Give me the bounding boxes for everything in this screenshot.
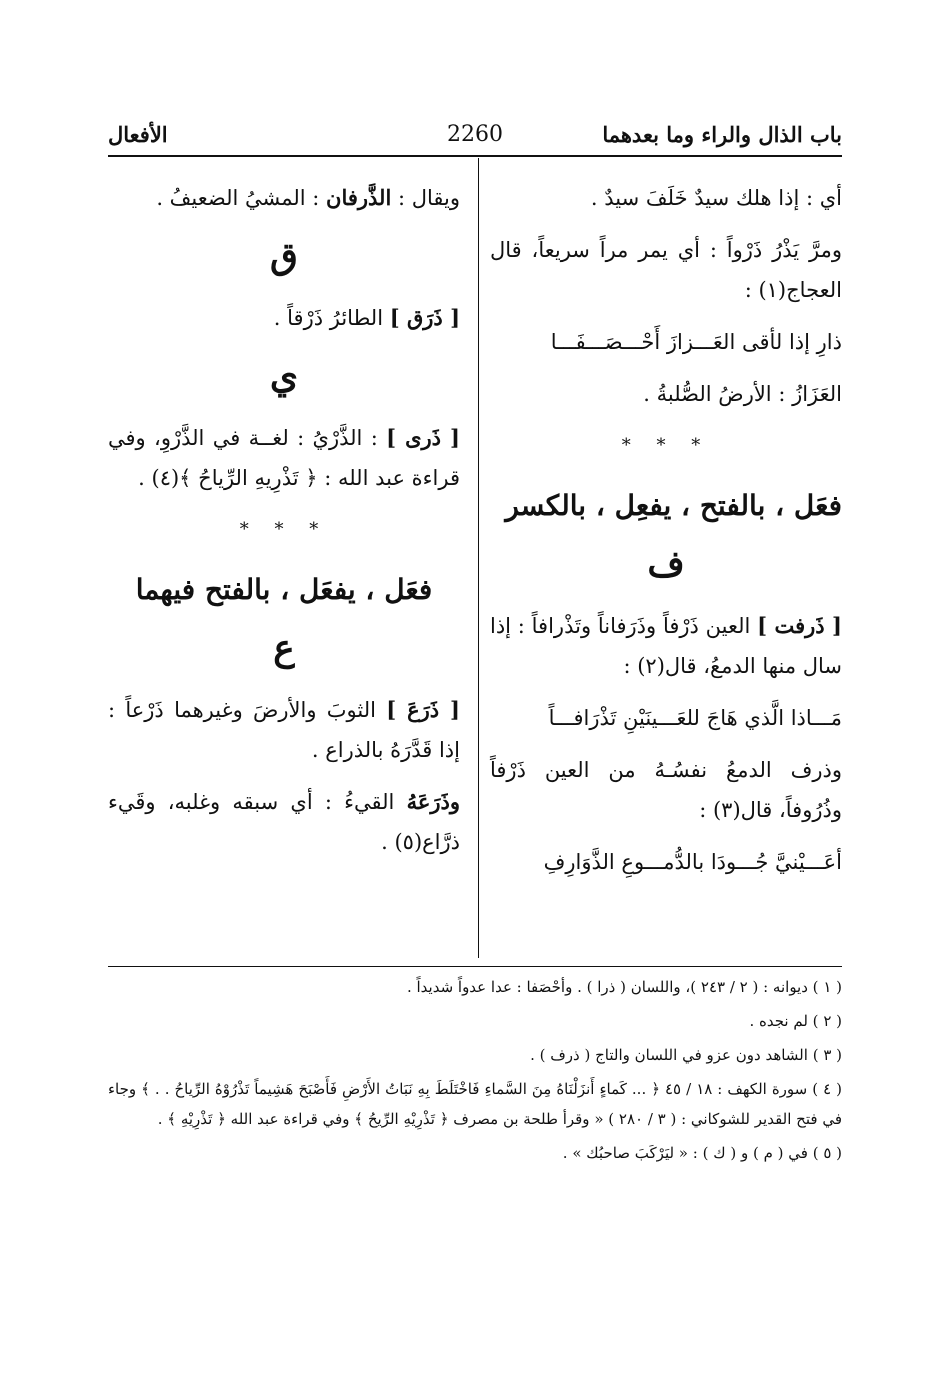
entry-text xyxy=(108,690,460,770)
poetry-verse: مَـــاذا الَّذي هَاجَ للعَـــينَيْنِ تَذْرَافـــاً xyxy=(548,706,842,730)
entry-text: ومرَّ يَذْرُ ذَرْواً : أي يمر مراً سريعاً، قال العجاج(١) : xyxy=(490,238,842,302)
running-header xyxy=(108,118,842,158)
section-title: الأفعال xyxy=(108,122,168,147)
page-number: 2260 xyxy=(447,122,503,147)
entry-text xyxy=(490,606,842,686)
letter-heading: ع xyxy=(273,627,295,669)
entry-text xyxy=(108,298,460,338)
section-separator: * * * xyxy=(239,519,329,540)
definition: الطائرُ ذَرْقاً . xyxy=(273,306,390,330)
entry-text xyxy=(108,418,460,498)
footnote: ( ٤ ) سورة الكهف : ١٨ / ٤٥ ﴿ ... كَماءٍ أَنزَلْنَاهُ مِنَ السَّماءِ فَاخْتَلَطَ بِهِ نَبَاتُ الأَرْضِ فَأَصْبَحَ هَشِيماً تَذْرُوْهُ الرِّياحُ . . ﴾ وجاء في فتح القدير للشوكاني : ( ٣ / ٢٨٠ ) « وقرأ طلحة بن مصرف ﴿ تَذْرِيْهِ الرِّيحُ ﴾ وفي قراءة عبد الله ﴿ تَذْرِيْهِ ﴾ . xyxy=(108,1080,843,1128)
headword: [ ذَرَعَ ] xyxy=(386,697,460,722)
column-divider xyxy=(478,158,479,958)
poetry-verse: ذارِ إذا لأقى العَـــزازَ أَحْـــصَـــفَـــا xyxy=(550,330,842,354)
definition: : الذَّرْيُ : لغــة في الذَّرْوِ، وفي قراءة عبد الله : ﴿ تَذْرِيهِ الرِّياحُ ﴾(٤) . xyxy=(108,426,460,490)
definition: العين ذَرْفاً وذَرَفاناً وتَذْرافاً : إذا سال منها الدمعُ، قال(٢) : xyxy=(490,614,842,678)
headword: وذَرَعَهُ xyxy=(406,789,460,814)
entry-text: العَزَازُ : الأرضُ الصُّلبةُ . xyxy=(643,382,842,406)
headword: الذَّرفان xyxy=(326,185,392,210)
footnotes xyxy=(108,972,842,1172)
definition: الثوبَ والأرضَ وغيرهما ذَرْعاً : إذا قَدَّرَهُ بالذراع . xyxy=(108,698,460,762)
chapter-title: باب الذال والراء وما بعدهما xyxy=(602,122,842,147)
letter-heading: ف xyxy=(647,543,685,585)
headword: [ ذَرى ] xyxy=(386,425,460,450)
section-heading: فعَل ، بالفتح ، يفعِل ، بالكسر xyxy=(505,489,842,522)
footnote: ( ٥ ) في ( م ) و ( ك ) : « ليَرْكَبَ صاحبُك » . xyxy=(562,1144,842,1162)
section-separator: * * * xyxy=(621,435,711,456)
section-heading: فعَل ، يفعَل ، بالفتح فيهما xyxy=(135,573,433,606)
entry-text: وذرف الدمعُ نفسُـهُ من العين ذَرْفاً وذُرُوفاً، قال(٣) : xyxy=(490,758,842,822)
footnote: ( ٢ ) لم نجده . xyxy=(749,1012,842,1030)
headword: [ ذَرفت ] xyxy=(757,613,842,638)
entry-text: ويقال : الذَّرفان : المشيُ الضعيفُ . xyxy=(156,185,460,210)
entry-text: أي : إذا هلك سيدٌ خَلَفَ سيدٌ . xyxy=(590,186,842,210)
headword: [ ذَرَق ] xyxy=(389,305,460,330)
letter-heading: ي xyxy=(269,355,299,397)
letter-heading: ق xyxy=(270,235,298,277)
left-column xyxy=(108,178,460,874)
right-column xyxy=(490,178,842,894)
poetry-verse: أعَـــيْنيَّ جُـــودَا بالدُّمـــوعِ الذَّوَارِفِ xyxy=(543,850,842,874)
definition: القيءُ : أي سبقه وغلبه، وقَيء ذرَّاع(٥) . xyxy=(108,790,460,854)
entry-text xyxy=(108,782,460,862)
footnote: ( ٣ ) الشاهد دون عزو في اللسان والتاج ( ذرف ) . xyxy=(530,1046,842,1064)
footnote: ( ١ ) ديوانه : ( ٢ / ٢٤٣ )، واللسان ( ذرا ) . وأحْصَفا : عدا عدواً شديداً . xyxy=(406,978,842,996)
header-rule xyxy=(108,155,842,157)
footnote-rule xyxy=(108,966,842,967)
